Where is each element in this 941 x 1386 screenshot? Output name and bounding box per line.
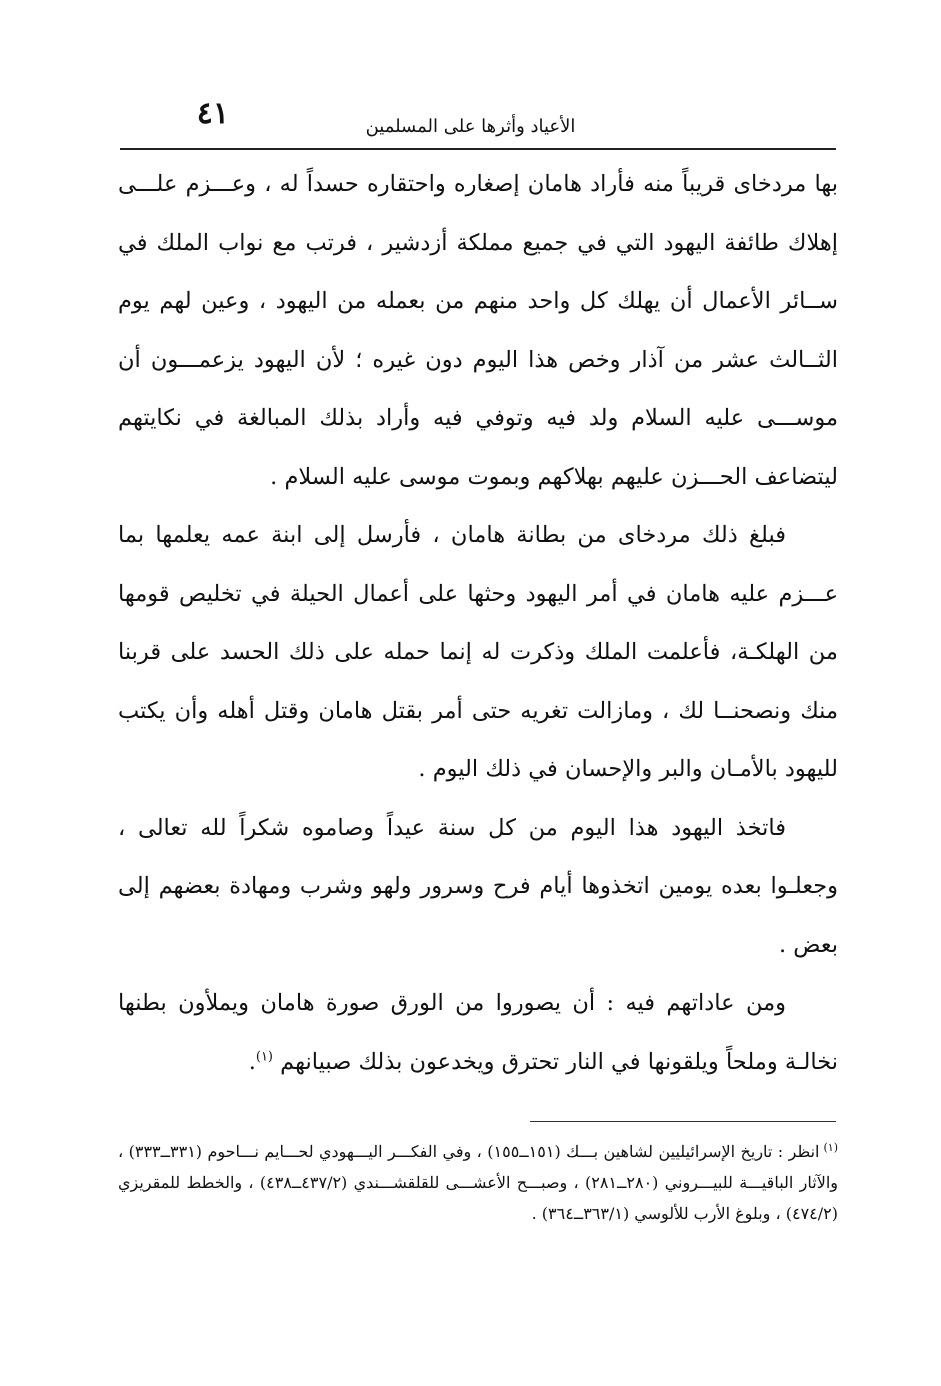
paragraph: فاتخذ اليهود هذا اليوم من كل سنة عيداً وصاموه شكراً لله تعالى ، وجعلـوا بعده يومين اتخذوها أيام فرح وسرور ولهو وشرب ومهادة بعضهم إلى بعض . (118, 814, 838, 958)
footnote-reference: (١) (255, 1049, 273, 1064)
paragraph-text: ومن عاداتهم فيه : أن يصوروا من الورق صورة هامان ويملأون بطنها نخالـة وملحاً ويلقونها في النار تحترق ويخدعون بذلك صبيانهم (118, 990, 838, 1075)
paragraph: فبلغ ذلك مردخاى من بطانة هامان ، فأرسل إلى ابنة عمه يعلمها بما عـــزم عليه هامان في أمر اليهود وحثها على أعمال الحيلة في تخليص قومها من الهلكـة، فأعلمت الملك وذكرت له إنما حمله على ذلك الحسد على قربنا منك ونصحنــا لك ، ومازالت تغريه حتى أمر بقتل هامان وقتل أهله وأن يكتب لليهود بالأمـان والبر والإحسان في ذلك اليوم . (118, 522, 838, 782)
footnotes (118, 1136, 838, 1229)
footnote-separator (530, 1121, 836, 1122)
footnote-marker: (١) (823, 1140, 838, 1154)
main-text (118, 155, 838, 1091)
paragraph: بها مردخاى قريباً منه فأراد هامان إصغاره واحتقاره حسداً له ، وعـــزم علـــى إهلاك طائفة اليهود التي في جميع مملكة أزدشير ، فرتب مع نواب الملك في ســائر الأعمال أن يهلك كل واحد منهم من بعمله من اليهود ، وعين لهم يوم الثــالث عشر من آذار وخص هذا اليوم دون غيره ؛ لأن اليهود يزعمـــون أن موســـى عليه السلام ولد فيه وتوفي فيه وأراد بذلك المبالغة في نكايتهم ليتضاعف الحـــزن عليهم بهلاكهم وبموت موسى عليه السلام . (118, 171, 838, 490)
paragraph-tail: . (248, 1048, 256, 1075)
page-number: ٤١ (196, 96, 229, 131)
footnote-text: انظر : تاريخ الإسرائيليين لشاهين بـــك (١٥١ــ١٥٥) ، وفي الفكـــر اليـــهودي لحـــايم نـــاحوم (٣٣١ــ٣٣٣) ، والآثار الباقيـــة للبيـــروني (٢٨٠ــ٢٨١) ، وصبـــح الأعشـــى للقلقشـــندي (٤٣٧/٢ــ٤٣٨) ، والخطط للمقريزي (٤٧٤/٢) ، وبلوغ الأرب للألوسي (٣٦٣/١ــ٣٦٤) . (118, 1142, 839, 1223)
header-rule (120, 148, 836, 150)
running-title: الأعياد وأثرها على المسلمين (365, 116, 576, 137)
footnote (118, 1136, 838, 1229)
paragraph (118, 974, 838, 1091)
